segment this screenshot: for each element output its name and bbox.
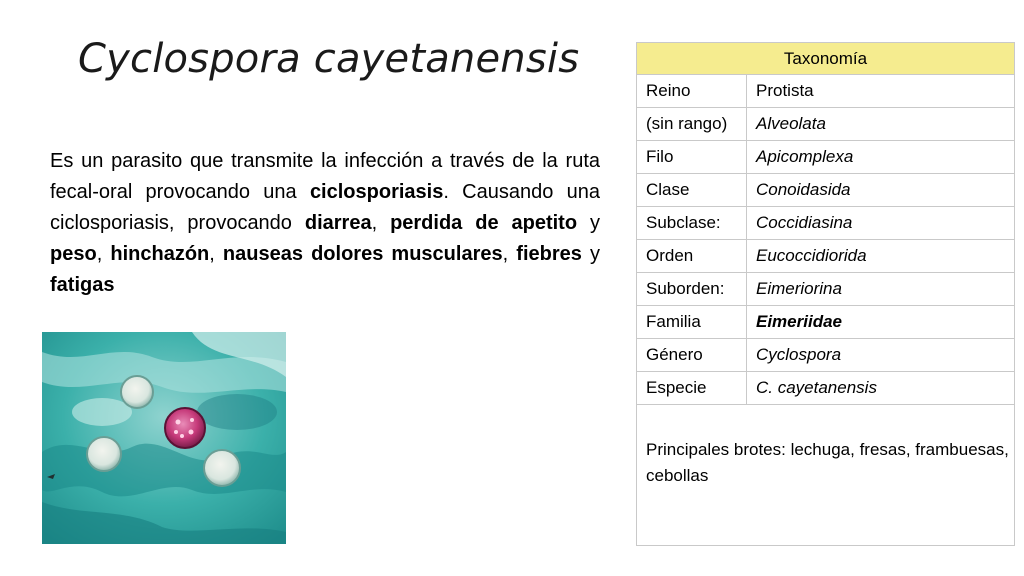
table-header: Taxonomía	[637, 43, 1015, 75]
value-cell: Eucoccidiorida	[747, 240, 1015, 273]
value-cell: Conoidasida	[747, 174, 1015, 207]
desc-bold: peso	[50, 243, 97, 265]
table-row	[637, 273, 1015, 306]
value-cell: Apicomplexa	[747, 141, 1015, 174]
value-cell: C. cayetanensis	[747, 372, 1015, 405]
table-header-row	[637, 43, 1015, 75]
table-row	[637, 339, 1015, 372]
value-cell: Protista	[747, 75, 1015, 108]
desc-text: y	[577, 212, 600, 234]
desc-bold: ciclosporiasis	[309, 181, 444, 203]
description-paragraph	[50, 146, 600, 301]
rank-cell: Suborden:	[637, 273, 747, 306]
rank-cell: Género	[637, 339, 747, 372]
value-cell: Eimeriorina	[747, 273, 1015, 306]
value-cell: Alveolata	[747, 108, 1015, 141]
value-cell: Cyclospora	[747, 339, 1015, 372]
table-row	[637, 108, 1015, 141]
rank-cell: (sin rango)	[637, 108, 747, 141]
desc-bold: perdida de apetito	[390, 212, 578, 234]
rank-cell: Orden	[637, 240, 747, 273]
table-row	[637, 141, 1015, 174]
table-row	[637, 240, 1015, 273]
desc-bold: fatigas	[50, 274, 115, 296]
table-note-row	[637, 405, 1015, 546]
table-row	[637, 75, 1015, 108]
table-row	[637, 372, 1015, 405]
desc-text: ,	[96, 243, 111, 265]
micrograph-image	[42, 332, 286, 544]
desc-bold: diarrea	[304, 212, 372, 234]
slide-title: Cyclospora cayetanensis	[78, 36, 580, 82]
rank-cell: Clase	[637, 174, 747, 207]
desc-bold: fiebres	[516, 243, 582, 265]
outbreaks-note: Principales brotes: lechuga, fresas, frambuesas, cebollas	[637, 405, 1015, 546]
desc-bold: hinchazón	[110, 243, 210, 265]
rank-cell: Subclase:	[637, 207, 747, 240]
table-row	[637, 306, 1015, 339]
desc-text: . Causando una ciclosporiasis, provocando	[50, 181, 600, 234]
desc-text: ,	[502, 243, 517, 265]
desc-text: y	[581, 243, 600, 265]
value-cell: Coccidiasina	[747, 207, 1015, 240]
rank-cell: Reino	[637, 75, 747, 108]
rank-cell: Filo	[637, 141, 747, 174]
taxonomy-table	[636, 42, 1015, 546]
rank-cell: Especie	[637, 372, 747, 405]
desc-bold: nauseas dolores musculares	[222, 243, 503, 265]
table-row	[637, 174, 1015, 207]
table-row	[637, 207, 1015, 240]
desc-text: ,	[209, 243, 223, 265]
rank-cell: Familia	[637, 306, 747, 339]
value-cell: Eimeriidae	[747, 306, 1015, 339]
desc-text: Es un parasito que transmite la infección a través de la ruta fecal-oral provocando una	[50, 150, 600, 203]
desc-text: ,	[371, 212, 391, 234]
